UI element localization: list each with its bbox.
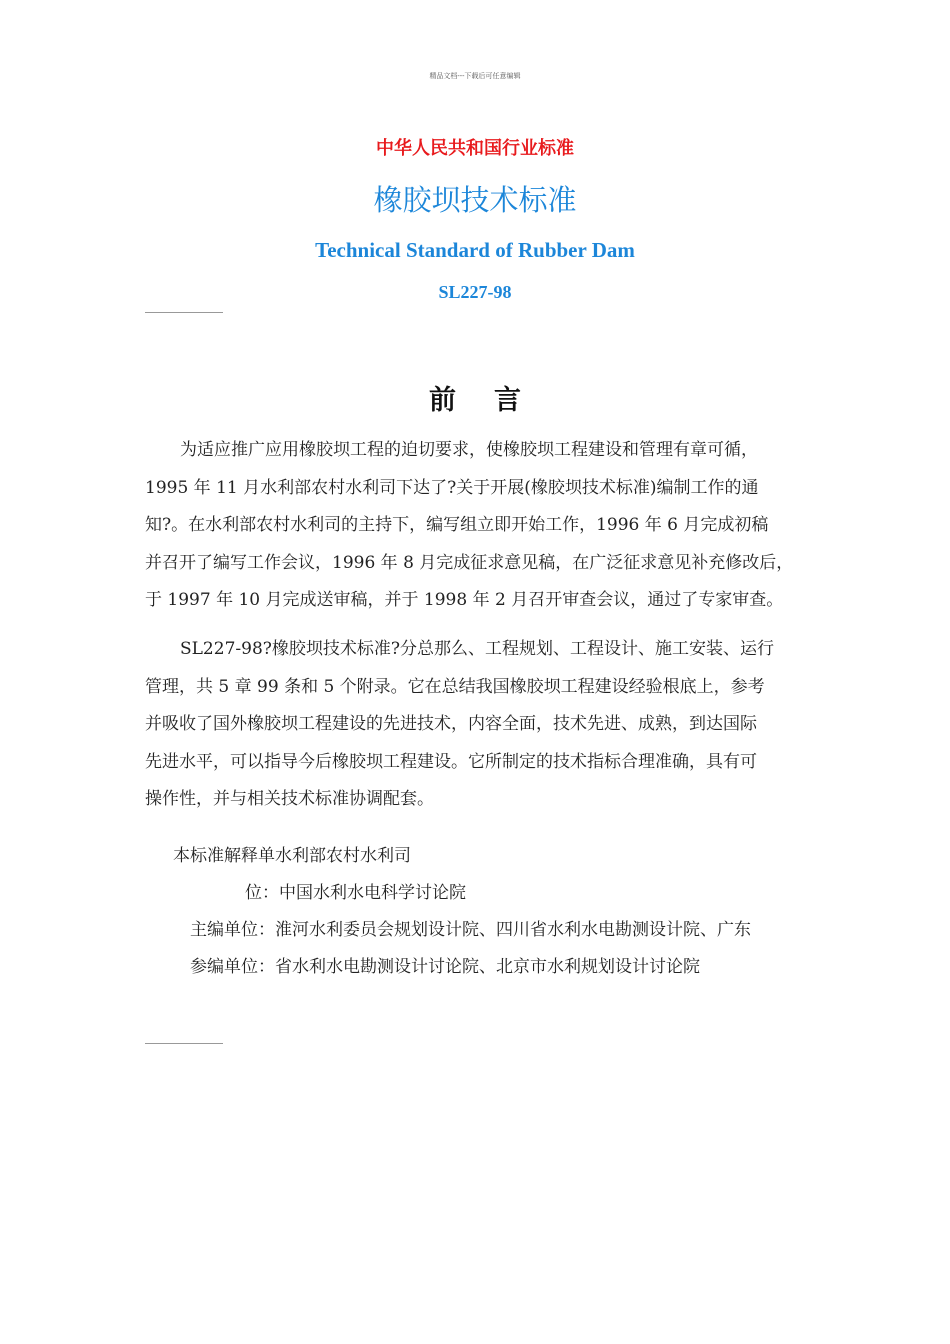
preface-paragraph-2 <box>145 631 825 819</box>
divider-top <box>145 312 223 313</box>
paragraph-line: 知?。在水利部农村水利司的主持下，编写组立即开始工作，1996 年 6 月完成初稿 <box>145 515 769 535</box>
document-title-en: Technical Standard of Rubber Dam <box>315 238 635 262</box>
paragraph-line: SL227-98?橡胶坝技术标准?分总那么、工程规划、工程设计、施工安装、运行 <box>180 639 774 659</box>
preface-heading: 前言 <box>429 385 559 416</box>
paragraph-line: 并召开了编写工作会议，1996 年 8 月完成征求意见稿，在广泛征求意见补充修改后， <box>145 552 794 573</box>
paragraph-line: 1995 年 11 月水利部农村水利司下达了?关于开展(橡胶坝技术标准)编制工作的通 <box>145 477 759 498</box>
divider-bottom <box>145 1043 223 1044</box>
paragraph-line: 操作性，并与相关技术标准协调配套。 <box>145 789 434 809</box>
credit-interpreting-unit: 本标准解释单水利部农村水利司 <box>173 846 411 866</box>
credit-unit: 位：中国水利水电科学讨论院 <box>245 883 466 903</box>
preface-paragraph-1 <box>145 432 825 620</box>
paragraph-line: 管理，共 5 章 99 条和 5 个附录。它在总结我国橡胶坝工程建设经验根底上，参考 <box>145 676 765 697</box>
credit-chief-editor: 主编单位：淮河水利委员会规划设计院、四川省水利水电勘测设计院、广东 <box>190 920 751 940</box>
paragraph-line: 为适应推广应用橡胶坝工程的迫切要求，使橡胶坝工程建设和管理有章可循， <box>180 440 758 460</box>
paragraph-line: 先进水平，可以指导今后橡胶坝工程建设。它所制定的技术指标合理准确，具有可 <box>145 751 757 772</box>
paragraph-line: 于 1997 年 10 月完成送审稿，并于 1998 年 2 月召开审查会议，通过了专家审查。 <box>145 590 784 610</box>
standard-category: 中华人民共和国行业标准 <box>376 138 574 159</box>
credit-participating-editor: 参编单位：省水利水电勘测设计讨论院、北京市水利规划设计讨论院 <box>190 957 700 977</box>
document-title-cn: 橡胶坝技术标准 <box>373 183 577 217</box>
paragraph-line: 并吸收了国外橡胶坝工程建设的先进技术，内容全面，技术先进、成熟，到达国际 <box>145 714 757 734</box>
standard-code: SL227-98 <box>438 282 512 302</box>
page-watermark: 精品文档---下载后可任意编辑 <box>429 72 521 80</box>
